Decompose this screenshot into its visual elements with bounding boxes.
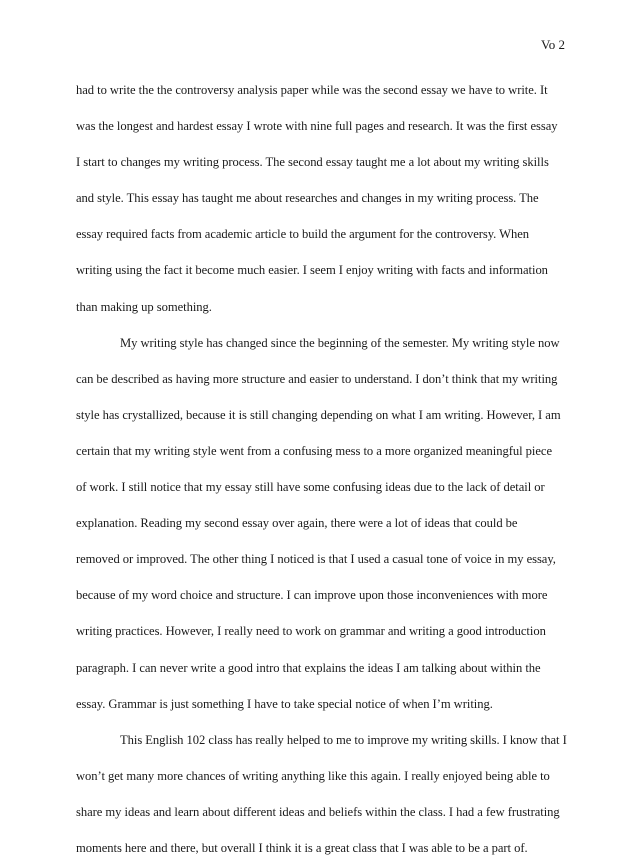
essay-body bbox=[76, 72, 566, 866]
text-line: and style. This essay has taught me about researches and changes in my writing process. The bbox=[76, 191, 539, 206]
text-line: share my ideas and learn about different ideas and beliefs within the class. I had a few frustrating bbox=[76, 804, 560, 819]
text-line: paragraph. I can never write a good intro that explains the ideas I am talking about within the bbox=[76, 660, 541, 675]
text-line: certain that my writing style went from a confusing mess to a more organized meaningful piece bbox=[76, 443, 552, 458]
text-line: of work. I still notice that my essay still have some confusing ideas due to the lack of detail or bbox=[76, 480, 545, 495]
text-line: can be described as having more structure and easier to understand. I don’t think that my writing bbox=[76, 371, 558, 386]
text-line: explanation. Reading my second essay over again, there were a lot of ideas that could be bbox=[76, 516, 518, 531]
text-line: won’t get many more chances of writing anything like this again. I really enjoyed being able to bbox=[76, 768, 550, 783]
paragraph-start-line: This English 102 class has really helped to me to improve my writing skills. I know that I bbox=[120, 732, 567, 747]
text-line: was the longest and hardest essay I wrote with nine full pages and research. It was the first essay bbox=[76, 119, 558, 134]
text-line: writing practices. However, I really need to work on grammar and writing a good introduction bbox=[76, 624, 546, 639]
text-line: essay. Grammar is just something I have to take special notice of when I’m writing. bbox=[76, 696, 493, 711]
text-line: because of my word choice and structure. I can improve upon those inconveniences with more bbox=[76, 588, 548, 603]
text-line: I start to changes my writing process. The second essay taught me a lot about my writing skills bbox=[76, 155, 549, 170]
text-line: moments here and there, but overall I think it is a great class that I was able to be a part of. bbox=[76, 840, 528, 855]
text-line: removed or improved. The other thing I noticed is that I used a casual tone of voice in my essay, bbox=[76, 552, 556, 567]
text-line: style has crystallized, because it is still changing depending on what I am writing. However, I am bbox=[76, 407, 561, 422]
text-line: than making up something. bbox=[76, 299, 212, 314]
page-header-label: Vo 2 bbox=[541, 37, 565, 52]
paragraph-start-line: My writing style has changed since the beginning of the semester. My writing style now bbox=[120, 335, 560, 350]
text-line: had to write the the controversy analysis paper while was the second essay we have to write. It bbox=[76, 83, 548, 97]
text-line: writing using the fact it become much easier. I seem I enjoy writing with facts and information bbox=[76, 263, 548, 278]
text-line: essay required facts from academic article to build the argument for the controversy. When bbox=[76, 227, 530, 242]
